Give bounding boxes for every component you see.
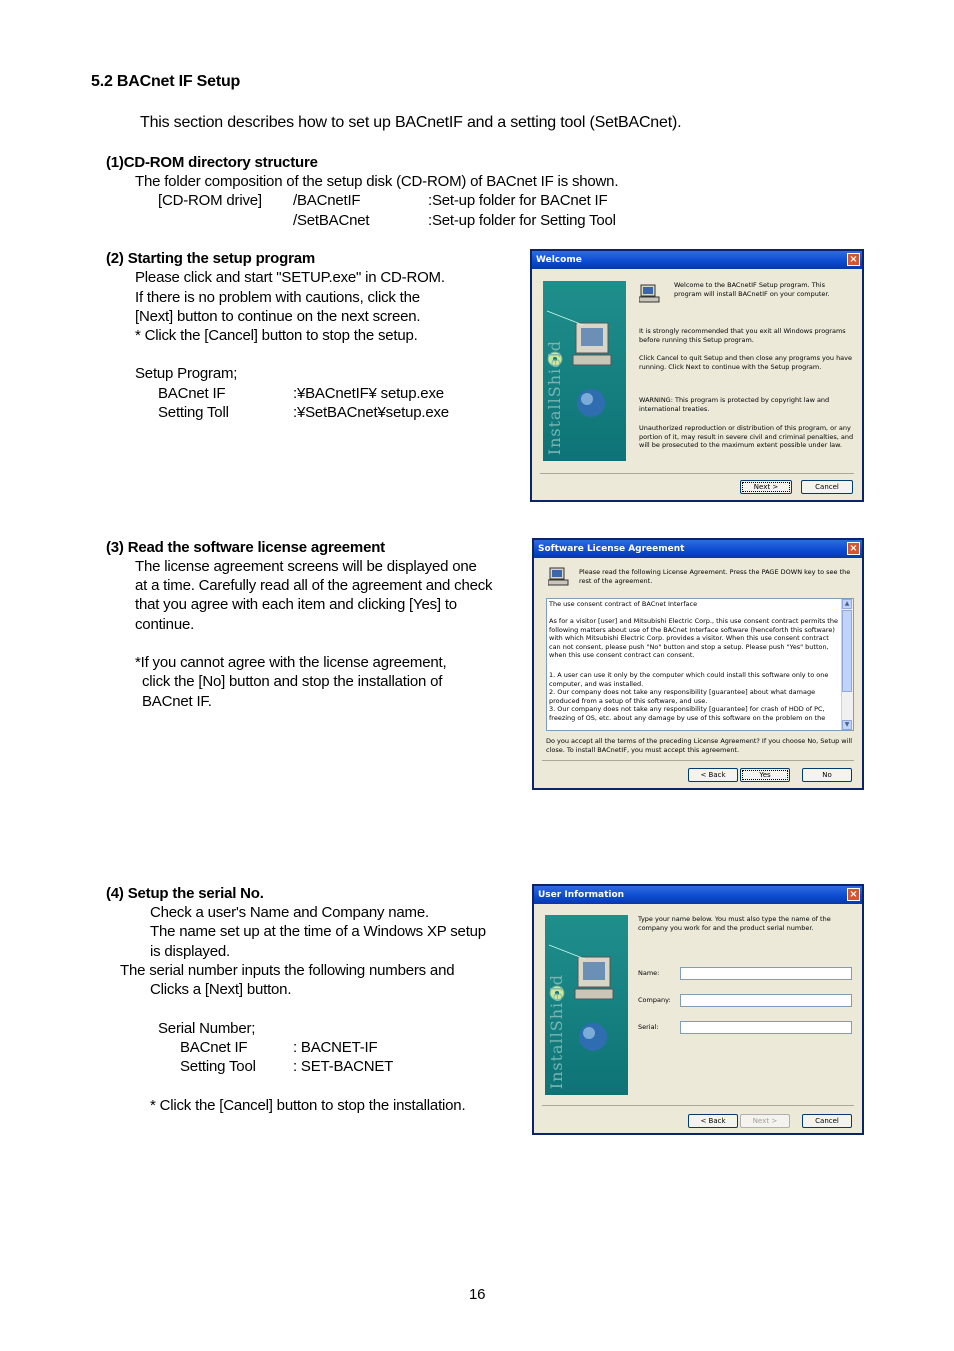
heading-license: (3) Read the software license agreement <box>106 539 385 556</box>
welcome-text-2: It is strongly recommended that you exit all Windows programs before running this Setup program. <box>639 327 846 344</box>
welcome-title: Welcome <box>536 255 582 265</box>
serial-instruction-2: Clicks a [Next] button. <box>150 981 292 998</box>
user-info-instruction: Type your name below. You must also type the name of the company you work for and the product serial number. <box>638 915 831 932</box>
company-label: Company: <box>638 996 671 1004</box>
license-instruction: Please read the following License Agreement. Press the PAGE DOWN key to see the rest of the agreement. <box>579 568 851 585</box>
serial-label: Serial: <box>638 1023 659 1031</box>
scroll-up-icon[interactable]: ▲ <box>842 599 852 609</box>
serial-tool-name: Setting Tool <box>180 1058 256 1075</box>
cd-rom-desc: The folder composition of the setup disk (CD-ROM) of BACnet IF is shown. <box>135 173 619 190</box>
page-number: 16 <box>469 1286 486 1303</box>
setup-icon <box>548 566 570 588</box>
setup-icon <box>639 283 661 305</box>
intro-text: This section describes how to set up BACnetIF and a setting tool (SetBACnet). <box>140 114 682 131</box>
program-bacnetif-name: BACnet IF <box>158 385 226 402</box>
license-dialog <box>532 538 864 790</box>
license-heading: The use consent contract of BACnet Interface <box>549 600 698 608</box>
s2-line: If there is no problem with cautions, click the <box>135 289 420 306</box>
serial-tool-value: : SET-BACNET <box>293 1058 394 1075</box>
s2-line: * Click the [Cancel] button to stop the setup. <box>135 327 418 344</box>
folder-setbacnet-desc: :Set-up folder for Setting Tool <box>428 212 616 229</box>
program-tool-path: :¥SetBACnet¥setup.exe <box>293 404 449 421</box>
heading-serial: (4) Setup the serial No. <box>106 885 264 902</box>
serial-number-label: Serial Number; <box>158 1020 256 1037</box>
installer-side-panel <box>545 915 628 1095</box>
separator <box>542 1105 854 1106</box>
welcome-text-4: WARNING: This program is protected by copyright law and international treaties. <box>639 396 830 413</box>
welcome-text-5: Unauthorized reproduction or distribution of this program, or any portion of it, may result in severe civil and criminal penalties, and will be prosecuted to the maximum extent possible under law. <box>639 424 854 449</box>
s3-note-line: *If you cannot agree with the license agreement, <box>135 654 447 671</box>
serial-input[interactable] <box>680 1021 852 1034</box>
s3-line: at a time. Carefully read all of the agreement and check <box>135 577 493 594</box>
welcome-dialog <box>530 249 864 502</box>
s2-line: Please click and start "SETUP.exe" in CD-ROM. <box>135 269 445 286</box>
welcome-text-3: Click Cancel to quit Setup and then close any programs you have running. Click Next to continue with the Setup program. <box>639 354 853 371</box>
close-icon[interactable]: × <box>847 253 860 266</box>
user-info-title: User Information <box>538 890 625 900</box>
next-button[interactable]: Next > <box>740 480 792 494</box>
cancel-button[interactable]: Cancel <box>801 480 853 494</box>
license-scrollbar[interactable] <box>841 599 853 730</box>
scroll-thumb[interactable] <box>842 610 852 692</box>
user-info-titlebar <box>534 886 862 904</box>
license-title: Software License Agreement <box>538 544 685 554</box>
scroll-down-icon[interactable]: ▼ <box>842 720 852 730</box>
folder-bacnetif: /BACnetIF <box>293 192 361 209</box>
s4-line: is displayed. <box>150 943 230 960</box>
no-button[interactable]: No <box>802 768 852 782</box>
back-button[interactable]: < Back <box>688 1114 738 1128</box>
heading-cd-rom: (1)CD-ROM directory structure <box>106 154 318 171</box>
s2-line: [Next] button to continue on the next screen. <box>135 308 421 325</box>
license-text-box[interactable] <box>546 598 854 731</box>
s4-line: Check a user's Name and Company name. <box>150 904 429 921</box>
cancel-button[interactable]: Cancel <box>802 1114 852 1128</box>
back-button[interactable]: < Back <box>688 768 738 782</box>
s3-line: that you agree with each item and clicking [Yes] to <box>135 596 457 613</box>
serial-bacnetif-name: BACnet IF <box>180 1039 248 1056</box>
folder-bacnetif-desc: :Set-up folder for BACnet IF <box>428 192 608 209</box>
installshield-logo: InstallShield <box>545 339 564 455</box>
installshield-logo: InstallShield <box>547 973 566 1089</box>
close-icon[interactable]: × <box>847 542 860 555</box>
s3-line: continue. <box>135 616 195 633</box>
company-input[interactable] <box>680 994 852 1007</box>
program-tool-name: Setting Toll <box>158 404 229 421</box>
name-input[interactable] <box>680 967 852 980</box>
s3-note-line: click the [No] button and stop the installation of <box>142 673 443 690</box>
folder-setbacnet: /SetBACnet <box>293 212 370 229</box>
license-paragraph: 2. Our company does not take any responsibility [guarantee] about what damage produced from a setup of this software, and use. <box>549 688 816 705</box>
installer-side-panel <box>543 281 626 461</box>
license-titlebar <box>534 540 862 558</box>
separator <box>540 473 854 474</box>
serial-bacnetif-value: : BACNET-IF <box>293 1039 378 1056</box>
cancel-note: * Click the [Cancel] button to stop the installation. <box>150 1097 466 1114</box>
license-paragraph: 3. Our company does not take any responsibility [guarantee] for crash of HDD of PC, freezing of OS, etc. about any damage by use of this software on the problem on the <box>549 705 826 722</box>
s3-note-line: BACnet IF. <box>142 693 212 710</box>
close-icon[interactable]: × <box>847 888 860 901</box>
cd-rom-drive: [CD-ROM drive] <box>158 192 262 209</box>
yes-button[interactable]: Yes <box>740 768 790 782</box>
separator <box>542 760 854 761</box>
heading-starting-setup: (2) Starting the setup program <box>106 250 316 267</box>
section-title: 5.2 BACnet IF Setup <box>91 73 241 90</box>
setup-program-label: Setup Program; <box>135 365 238 382</box>
license-paragraph: 1. A user can use it only by the computer which could install this software only to one computer, and was installed. <box>549 671 829 688</box>
welcome-text-1: Welcome to the BACnetIF Setup program. This program will install BACnetIF on your computer. <box>674 281 830 298</box>
name-label: Name: <box>638 969 660 977</box>
user-info-dialog <box>532 884 864 1135</box>
next-button[interactable]: Next > <box>740 1114 790 1128</box>
welcome-titlebar <box>532 251 862 269</box>
license-question: Do you accept all the terms of the preceding License Agreement? If you choose No, Setup will close. To install BACnetIF, you must accept this agreement. <box>546 737 853 754</box>
license-paragraph: As for a visitor [user] and Mitsubishi Electric Corp., this use consent contract permits the following matters about use of the BACnet Interface software (henceforth this software) with which Mitsubishi Electric Corp. provides a visitor. When this use consent contract can not consent, please push "No" button and stop a setup. Please push "Yes" button, when this use consent contract can consent. <box>549 617 838 659</box>
program-bacnetif-path: :¥BACnetIF¥ setup.exe <box>293 385 444 402</box>
s3-line: The license agreement screens will be displayed one <box>135 558 477 575</box>
serial-instruction-1: The serial number inputs the following numbers and <box>120 962 455 979</box>
s4-line: The name set up at the time of a Windows XP setup <box>150 923 486 940</box>
